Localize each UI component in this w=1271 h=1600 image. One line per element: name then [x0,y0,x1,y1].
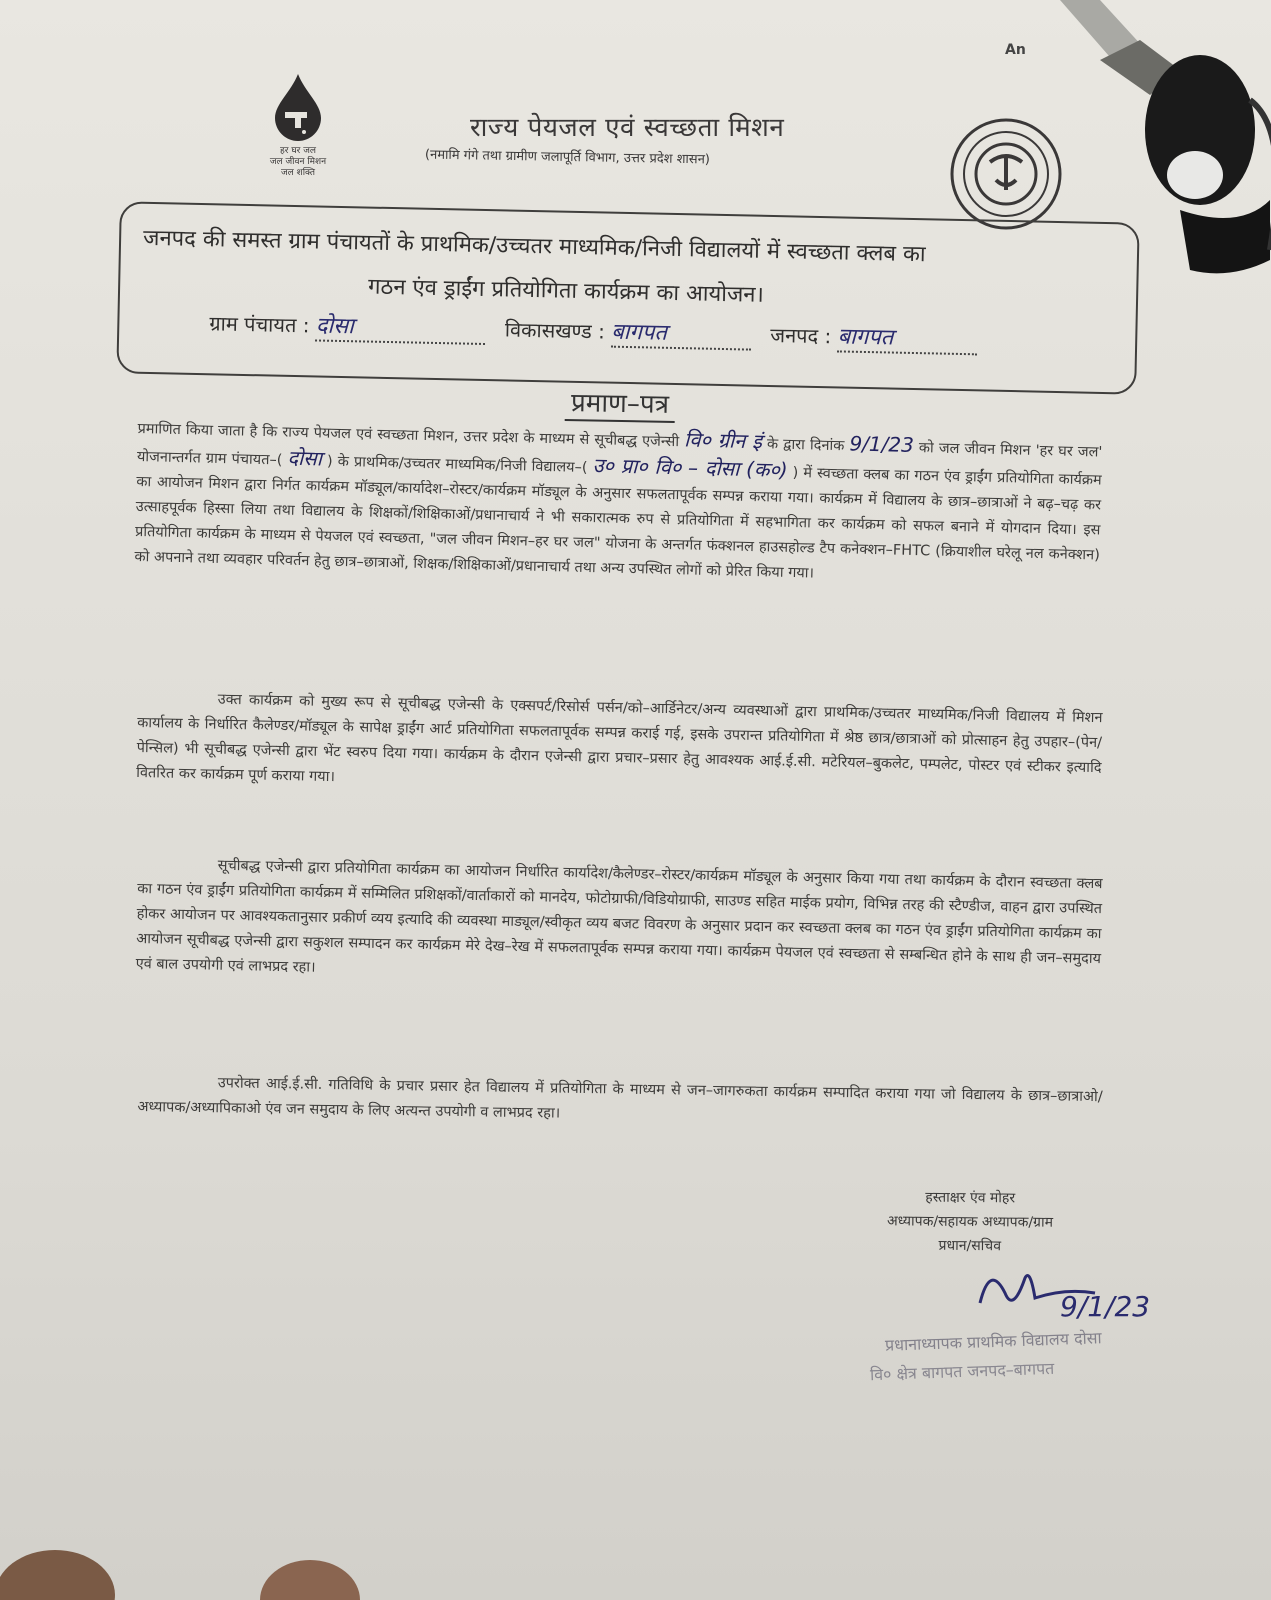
mission-title: राज्य पेयजल एवं स्वच्छता मिशन [470,113,785,143]
p1-text-c: को जल जीवन मिशन 'हर घर जल' योजनान्तर्गत ग्राम पंचायत–( [136,440,1103,469]
stamp-line-1: प्रधानाध्यापक प्राथमिक विद्यालय दोसा [884,1328,1102,1355]
p1-text-b: के द्वारा दिनांक [766,436,845,455]
school-name: उ० प्रा० वि० – दोसा (क०) [592,453,788,482]
certificate-paragraph-2: उक्त कार्यक्रम को मुख्य रूप से सूचीबद्ध एजेन्सी के एक्सपर्ट/रिसोर्स पर्सन/को–आर्डिनेटर/अन्य व्यवस्थाओं द्वारा प्राथमिक/उच्चतर माध्यमिक/निजी विद्यालय में मिशन कार्यालय के निर्धारित कैलेण्डर/मॉड्यूल के सापेक्ष ड्राईंग आर्ट प्रतियोगिता सफलतापूर्वक सम्पन्न कराई गई, इसके उपरान्त प्रतियोगिता में श्रेष्ठ छात्र/छात्राओं को प्रोत्साहन हेतु उपहार–(पेन/पेन्सिल) भी सूचीबद्ध एजेन्सी द्वारा भेंट स्वरुप दिया गया। कार्यक्रम के दौरान एजेन्सी द्वारा प्रचार–प्रसार हेतु आवश्यक आई.ई.सी. मटेरियल–बुकलेट, पम्पलेट, पोस्टर एवं स्टीकर इत्यादि वितरित कर कार्यक्रम पूर्ण कराया गया। [136,691,1103,786]
certificate-title: प्रमाण–पत्र [565,383,676,423]
signatory-role: अध्यापक/सहायक अध्यापक/ग्राम [886,1213,1054,1231]
signature-date: 9/1/23 [1060,1290,1151,1323]
program-info-box [116,201,1139,394]
gram-panchayat-label: ग्राम पंचायत : [209,311,310,338]
gram-name: दोसा [287,445,323,471]
gram-panchayat-field [316,309,487,345]
fingers-photo-artifact [0,1500,1271,1600]
logo-caption: हर घर जल जल जीवन मिशन जल शक्ति [269,146,327,178]
district-value: बागपत [837,324,894,351]
corner-text: An [1005,42,1026,58]
block-field [611,316,752,351]
program-date: 9/1/23 [849,431,915,457]
signature-label: हस्ताक्षर एंव मोहर [925,1189,1016,1207]
p1-text-d: ) के प्राथमिक/उच्चतर माध्यमिक/निजी विद्यालय–( [326,453,588,476]
up-government-seal-icon [950,118,1062,230]
gram-panchayat-value: दोसा [315,313,355,340]
agency-name: वि० ग्रीन इं [683,427,763,454]
jal-jeevan-mission-logo [238,72,358,179]
block-value: बागपत [610,319,668,346]
certificate-paragraph-3: सूचीबद्ध एजेन्सी द्वारा प्रतियोगिता कार्यक्रम का आयोजन निर्धारित कार्यादेश/कैलेण्डर–रोस्टर/कार्यक्रम मॉड्यूल के अनुसार किया गया तथा कार्यक्रम के दौरान स्वच्छता क्लब का गठन एंव ड्राईंग प्रतियोगिता कार्यक्रम में सम्मिलित प्रशिक्षकों/वार्ताकारों को मानदेय, फोटोग्राफी/विडियोग्राफी, साउण्ड सहित माईक प्रयोग, विभिन्न तरह की स्टैण्डीज, वाहन द्वारा उपस्थित होकर आयोजन पर आवश्यकतानुसार प्रकीर्ण व्यय इत्यादि की व्यवस्था माड्यूल/स्वीकृत व्यय बजट विवरण के अनुसार प्रदान कर स्वच्छता क्लब का गठन एंव ड्राईंग प्रतियोगिता कार्यक्रम का आयोजन सूचीबद्ध एजेन्सी द्वारा सकुशल सम्पादन कर कार्यक्रम मेरे देख–रेख में सफलतापूर्वक सम्पन्न कराया गया। कार्यक्रम पेयजल एवं स्वच्छता से सम्बन्धित होने के साथ ही जन–समुदाय एवं बाल उपयोगी एवं लाभप्रद रहा। [135,857,1103,976]
water-drop-icon [263,72,333,142]
p1-text-a: प्रमाणित किया जाता है कि राज्य पेयजल एवं स्वच्छता मिशन, उत्तर प्रदेश के माध्यम से सूचीबद्ध एजेन्सी [137,420,680,451]
stamp-line-2: वि० क्षेत्र बागपत जनपद–बागपत [869,1358,1055,1385]
block-label: विकासखण्ड : [504,317,606,344]
program-location-line [209,307,978,355]
mission-subtitle: (नमामि गंगे तथा ग्रामीण जलापूर्ति विभाग, उत्तर प्रदेश शासन) [424,147,711,168]
certificate-paragraph-1 [134,414,1103,594]
signatory-role-cont: प्रधान/सचिव [938,1237,1002,1255]
signature-block [840,1185,1101,1259]
program-line2-text: गठन एंव ड्राईंग प्रतियोगिता कार्यक्रम का आयोजन। [367,274,765,308]
certificate-paragraph-4: उपरोक्त आई.ई.सी. गतिविधि के प्रचार प्रसार हेत विद्यालय में प्रतियोगिता के माध्यम से जन–जागरुकता कार्यक्रम सम्पादित कराया गया जो विद्यालय के छात्र–छात्राओ/अध्यापक/अध्यापिकाओ एंव जन समुदाय के लिए अत्यन्त उपयोगी व लाभप्रद रहा। [137,1075,1103,1122]
district-label: जनपद : [770,322,832,349]
program-line2 [368,271,764,309]
p1-text-e: ) में स्वच्छता क्लब का गठन एंव ड्राईंग प्रतियोगिता कार्यक्रम का आयोजन मिशन द्वारा निर्गत कार्यक्रम मॉड्यूल/कार्यादेश–रोस्टर/कार्यक्रम मॉड्यूल के अनुसार सफलतापूर्वक सम्पन्न कराया गया। कार्यक्रम में विद्यालय के छात्र–छात्राओं ने बढ़–चढ़ कर उत्साहपूर्वक हिस्सा लिया तथा विद्यालय के शिक्षकों/शिक्षिकाओं/प्रधानाचार्य ने भी सकारात्मक रुप से प्रतियोगिता में सहभागिता कर कार्यक्रम को सफल बनाने में योगदान दिया। इस प्रतियोगिता कार्यक्रम के माध्यम से पेयजल एवं स्वच्छता, "जल जीवन मिशन–हर घर जल" योजना के अन्तर्गत फंक्शनल हाउसहोल्ड टैप कनेक्शन–FHTC (क्रियाशील घरेलू नल कनेक्शन) को अपनाने तथा व्यवहार परिवर्तन हेतु छात्र–छात्राओं, शिक्षक/शिक्षिकाओं/प्रधानाचार्य तथा अन्य उपस्थित लोगों को प्रेरित किया गया। [134,465,1102,582]
district-field [837,320,978,355]
program-line1: जनपद की समस्त ग्राम पंचायतों के प्राथमिक/उच्चतर माध्यमिक/निजी विद्यालयों में स्वच्छता क्लब का [142,225,926,268]
